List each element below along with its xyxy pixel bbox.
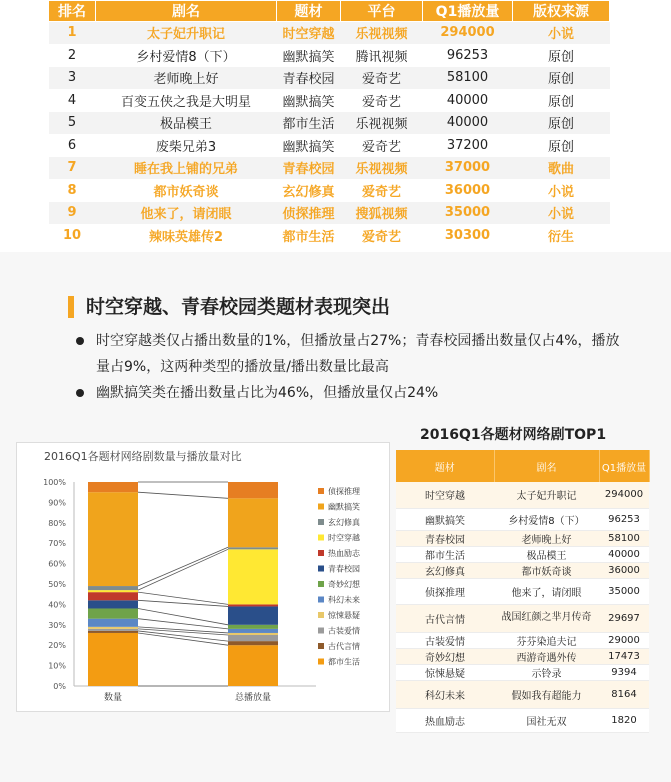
bar-segment xyxy=(228,482,278,498)
table-row xyxy=(49,22,610,45)
column-header: 剧名 xyxy=(494,450,599,482)
cell-title: 辣味英雄传2 xyxy=(96,224,277,247)
table-row xyxy=(396,530,649,546)
cell-views: 29000 xyxy=(599,632,649,648)
legend-swatch xyxy=(318,628,324,634)
legend-label: 古代言情 xyxy=(328,642,360,651)
cell-source: 原创 xyxy=(513,67,610,90)
cell-title: 他来了，请闭眼 xyxy=(494,578,599,604)
table-row xyxy=(49,89,610,112)
legend-swatch xyxy=(318,535,324,541)
cell-genre: 古装爱情 xyxy=(396,632,494,648)
table-row xyxy=(49,44,610,67)
bar-segment xyxy=(88,631,138,633)
y-tick-label: 70% xyxy=(48,539,66,549)
bar-segment xyxy=(88,590,138,592)
cell-genre: 惊悚悬疑 xyxy=(396,664,494,680)
cell-genre: 奇妙幻想 xyxy=(396,648,494,664)
column-header: 题材 xyxy=(277,1,341,22)
connector-line xyxy=(138,600,228,606)
legend-swatch xyxy=(318,643,324,649)
cell-platform: 腾讯视频 xyxy=(341,44,423,67)
legend-swatch xyxy=(318,566,324,572)
legend-swatch xyxy=(318,519,324,525)
cell-title: 百变五侠之我是大明星 xyxy=(96,89,277,112)
cell-views: 40000 xyxy=(423,112,513,135)
table-row xyxy=(396,578,649,604)
cell-genre: 玄幻修真 xyxy=(396,562,494,578)
bar-segment xyxy=(228,498,278,547)
cell-genre: 古代言情 xyxy=(396,604,494,632)
cell-views: 30300 xyxy=(423,224,513,247)
cell-genre: 都市生活 xyxy=(277,224,341,247)
y-tick-label: 90% xyxy=(48,498,66,508)
cell-rank: 3 xyxy=(49,67,96,90)
cell-views: 58100 xyxy=(423,67,513,90)
cell-title: 他来了，请闭眼 xyxy=(96,202,277,225)
cell-title: 老师晚上好 xyxy=(96,67,277,90)
cell-genre: 幽默搞笑 xyxy=(277,89,341,112)
cell-source: 小说 xyxy=(513,22,610,45)
legend-label: 幽默搞笑 xyxy=(328,502,360,512)
cell-views: 294000 xyxy=(599,482,649,508)
cell-genre: 玄幻修真 xyxy=(277,179,341,202)
cell-genre: 热血励志 xyxy=(396,708,494,732)
legend-label: 玄幻修真 xyxy=(328,518,360,527)
legend-label: 青春校园 xyxy=(328,564,360,574)
column-header: 版权来源 xyxy=(513,1,610,22)
cell-source: 小说 xyxy=(513,179,610,202)
cell-views: 36000 xyxy=(423,179,513,202)
y-tick-label: 100% xyxy=(43,478,66,487)
table-row xyxy=(396,562,649,578)
cell-views: 17473 xyxy=(599,648,649,664)
right-table-container xyxy=(396,450,649,733)
legend-swatch xyxy=(318,550,324,556)
bullet-dot-icon xyxy=(76,389,84,397)
bar-segment xyxy=(228,606,278,624)
column-header: Q1播放量 xyxy=(423,1,513,22)
cell-platform: 爱奇艺 xyxy=(341,179,423,202)
table-row xyxy=(396,482,649,508)
bullet-text-1: 时空穿越类仅占播出数量的1%，但播放量占27%；青春校园播出数量仅占4%，播放量占9%，这两种类型的播放量/播出数量比最高 xyxy=(96,333,620,375)
cell-rank: 7 xyxy=(49,157,96,180)
legend-label: 侦探推理 xyxy=(328,487,360,496)
y-tick-label: 20% xyxy=(48,641,66,651)
x-tick-label: 数量 xyxy=(103,693,123,703)
cell-genre: 青春校园 xyxy=(396,530,494,546)
cell-views: 8164 xyxy=(599,680,649,708)
legend-label: 科幻未来 xyxy=(328,595,360,605)
top10-table-container xyxy=(48,0,609,247)
cell-platform: 乐视视频 xyxy=(341,157,423,180)
bar-segment xyxy=(88,586,138,590)
bar-segment xyxy=(88,482,138,492)
cell-title: 都市妖奇谈 xyxy=(494,562,599,578)
y-tick-label: 60% xyxy=(48,559,66,569)
cell-source: 原创 xyxy=(513,89,610,112)
column-header: 题材 xyxy=(396,450,494,482)
cell-rank: 9 xyxy=(49,202,96,225)
cell-rank: 8 xyxy=(49,179,96,202)
cell-views: 29697 xyxy=(599,604,649,632)
table-row xyxy=(49,67,610,90)
cell-source: 原创 xyxy=(513,112,610,135)
y-tick-label: 80% xyxy=(48,518,66,528)
genre-top1-table xyxy=(396,450,650,733)
bar-segment xyxy=(228,641,278,645)
cell-genre: 青春校园 xyxy=(277,157,341,180)
cell-views: 58100 xyxy=(599,530,649,546)
table-row xyxy=(49,134,610,157)
connector-line xyxy=(138,619,228,629)
cell-views: 96253 xyxy=(423,44,513,67)
cell-rank: 2 xyxy=(49,44,96,67)
connector-line xyxy=(138,633,228,645)
cell-genre: 时空穿越 xyxy=(396,482,494,508)
column-header: 排名 xyxy=(49,1,96,22)
legend-label: 都市生活 xyxy=(328,657,360,667)
cell-rank: 10 xyxy=(49,224,96,247)
table-row xyxy=(49,112,610,135)
cell-platform: 爱奇艺 xyxy=(341,67,423,90)
bar-segment xyxy=(88,600,138,608)
cell-views: 37200 xyxy=(423,134,513,157)
cell-source: 歌曲 xyxy=(513,157,610,180)
table-row xyxy=(396,546,649,562)
bar-segment xyxy=(88,633,138,686)
cell-title: 战国红颜之芈月传奇 xyxy=(494,604,599,632)
cell-platform: 搜狐视频 xyxy=(341,202,423,225)
cell-views: 9394 xyxy=(599,664,649,680)
table-row xyxy=(396,708,649,732)
section-title: 时空穿越、青春校园类题材表现突出 xyxy=(68,296,390,318)
cell-title: 西游奇遇外传 xyxy=(494,648,599,664)
y-tick-label: 50% xyxy=(48,580,66,589)
cell-views: 37000 xyxy=(423,157,513,180)
table-row xyxy=(396,632,649,648)
stacked-bar-chart xyxy=(16,466,388,710)
bar-segment xyxy=(88,492,138,586)
bullet-item xyxy=(70,380,630,406)
bar-segment xyxy=(228,604,278,606)
bar-segment xyxy=(88,619,138,627)
bullet-dot-icon xyxy=(76,337,84,345)
cell-genre: 科幻未来 xyxy=(396,680,494,708)
cell-views: 1820 xyxy=(599,708,649,732)
connector-line xyxy=(138,549,228,590)
table-row xyxy=(396,664,649,680)
cell-title: 极品模王 xyxy=(494,546,599,562)
table-row xyxy=(49,179,610,202)
y-tick-label: 30% xyxy=(48,620,66,630)
bar-segment xyxy=(228,625,278,629)
cell-genre: 侦探推理 xyxy=(396,578,494,604)
cell-title: 老师晚上好 xyxy=(494,530,599,546)
bar-segment xyxy=(228,547,278,549)
bar-segment xyxy=(88,592,138,600)
cell-rank: 5 xyxy=(49,112,96,135)
right-table-title: 2016Q1各题材网络剧TOP1 xyxy=(420,427,607,443)
table-row xyxy=(396,680,649,708)
legend-swatch xyxy=(318,504,324,510)
cell-source: 衍生 xyxy=(513,224,610,247)
bar-segment xyxy=(228,549,278,604)
bar-segment xyxy=(228,629,278,633)
bullet-list xyxy=(70,328,630,406)
cell-genre: 幽默搞笑 xyxy=(277,134,341,157)
cell-platform: 乐视视频 xyxy=(341,22,423,45)
legend-swatch xyxy=(318,488,324,494)
cell-views: 40000 xyxy=(423,89,513,112)
column-header: 剧名 xyxy=(96,1,277,22)
legend-label: 时空穿越 xyxy=(328,533,360,543)
table-row xyxy=(396,508,649,530)
cell-title: 乡村爱情8（下） xyxy=(96,44,277,67)
table-row xyxy=(396,648,649,664)
table-row xyxy=(49,202,610,225)
bar-segment xyxy=(88,627,138,629)
table-row xyxy=(396,604,649,632)
chart-title: 2016Q1各题材网络剧数量与播放量对比 xyxy=(44,450,242,463)
cell-title: 国社无双 xyxy=(494,708,599,732)
bar-segment xyxy=(88,608,138,618)
cell-platform: 乐视视频 xyxy=(341,112,423,135)
table-row xyxy=(49,157,610,180)
cell-views: 40000 xyxy=(599,546,649,562)
cell-genre: 青春校园 xyxy=(277,67,341,90)
x-tick-label: 总播放量 xyxy=(234,693,272,703)
cell-genre: 时空穿越 xyxy=(277,22,341,45)
connector-line xyxy=(138,547,228,586)
cell-genre: 侦探推理 xyxy=(277,202,341,225)
cell-title: 太子妃升职记 xyxy=(494,482,599,508)
y-tick-label: 0% xyxy=(53,682,66,691)
table-row xyxy=(49,224,610,247)
legend-swatch xyxy=(318,659,324,665)
bullet-item xyxy=(70,328,630,380)
bar-segment xyxy=(88,629,138,631)
cell-title: 假如我有超能力 xyxy=(494,680,599,708)
connector-line xyxy=(138,608,228,624)
cell-platform: 爱奇艺 xyxy=(341,89,423,112)
cell-views: 36000 xyxy=(599,562,649,578)
legend-label: 惊悚悬疑 xyxy=(328,611,360,620)
cell-title: 极品模王 xyxy=(96,112,277,135)
cell-views: 294000 xyxy=(423,22,513,45)
connector-line xyxy=(138,592,228,604)
cell-genre: 幽默搞笑 xyxy=(277,44,341,67)
y-tick-label: 40% xyxy=(48,600,66,610)
legend-label: 热血励志 xyxy=(328,549,360,558)
cell-genre: 都市生活 xyxy=(396,546,494,562)
cell-views: 35000 xyxy=(423,202,513,225)
bullet-text-2: 幽默搞笑类在播出数量占比为46%，但播放量仅占24% xyxy=(96,385,439,401)
legend-label: 奇妙幻想 xyxy=(328,580,360,589)
cell-title: 都市妖奇谈 xyxy=(96,179,277,202)
cell-views: 96253 xyxy=(599,508,649,530)
legend-swatch xyxy=(318,581,324,587)
legend-label: 古装爱情 xyxy=(328,626,360,636)
cell-platform: 爱奇艺 xyxy=(341,224,423,247)
connector-line xyxy=(138,631,228,641)
cell-title: 睡在我上铺的兄弟 xyxy=(96,157,277,180)
connector-line xyxy=(138,492,228,498)
column-header: 平台 xyxy=(341,1,423,22)
cell-views: 35000 xyxy=(599,578,649,604)
bar-segment xyxy=(228,633,278,635)
cell-title: 芬芬染追夫记 xyxy=(494,632,599,648)
cell-genre: 幽默搞笑 xyxy=(396,508,494,530)
cell-source: 原创 xyxy=(513,44,610,67)
top10-table xyxy=(48,0,610,247)
legend-swatch xyxy=(318,597,324,603)
column-header: Q1播放量 xyxy=(599,450,649,482)
bar-segment xyxy=(228,645,278,686)
cell-genre: 都市生活 xyxy=(277,112,341,135)
cell-rank: 1 xyxy=(49,22,96,45)
cell-title: 废柴兄弟3 xyxy=(96,134,277,157)
cell-title: 太子妃升职记 xyxy=(96,22,277,45)
y-tick-label: 10% xyxy=(48,661,66,671)
cell-title: 乡村爱情8（下） xyxy=(494,508,599,530)
cell-source: 小说 xyxy=(513,202,610,225)
cell-rank: 4 xyxy=(49,89,96,112)
cell-rank: 6 xyxy=(49,134,96,157)
cell-source: 原创 xyxy=(513,134,610,157)
cell-platform: 爱奇艺 xyxy=(341,134,423,157)
cell-title: 示铃录 xyxy=(494,664,599,680)
legend-swatch xyxy=(318,612,324,618)
bar-segment xyxy=(228,635,278,641)
